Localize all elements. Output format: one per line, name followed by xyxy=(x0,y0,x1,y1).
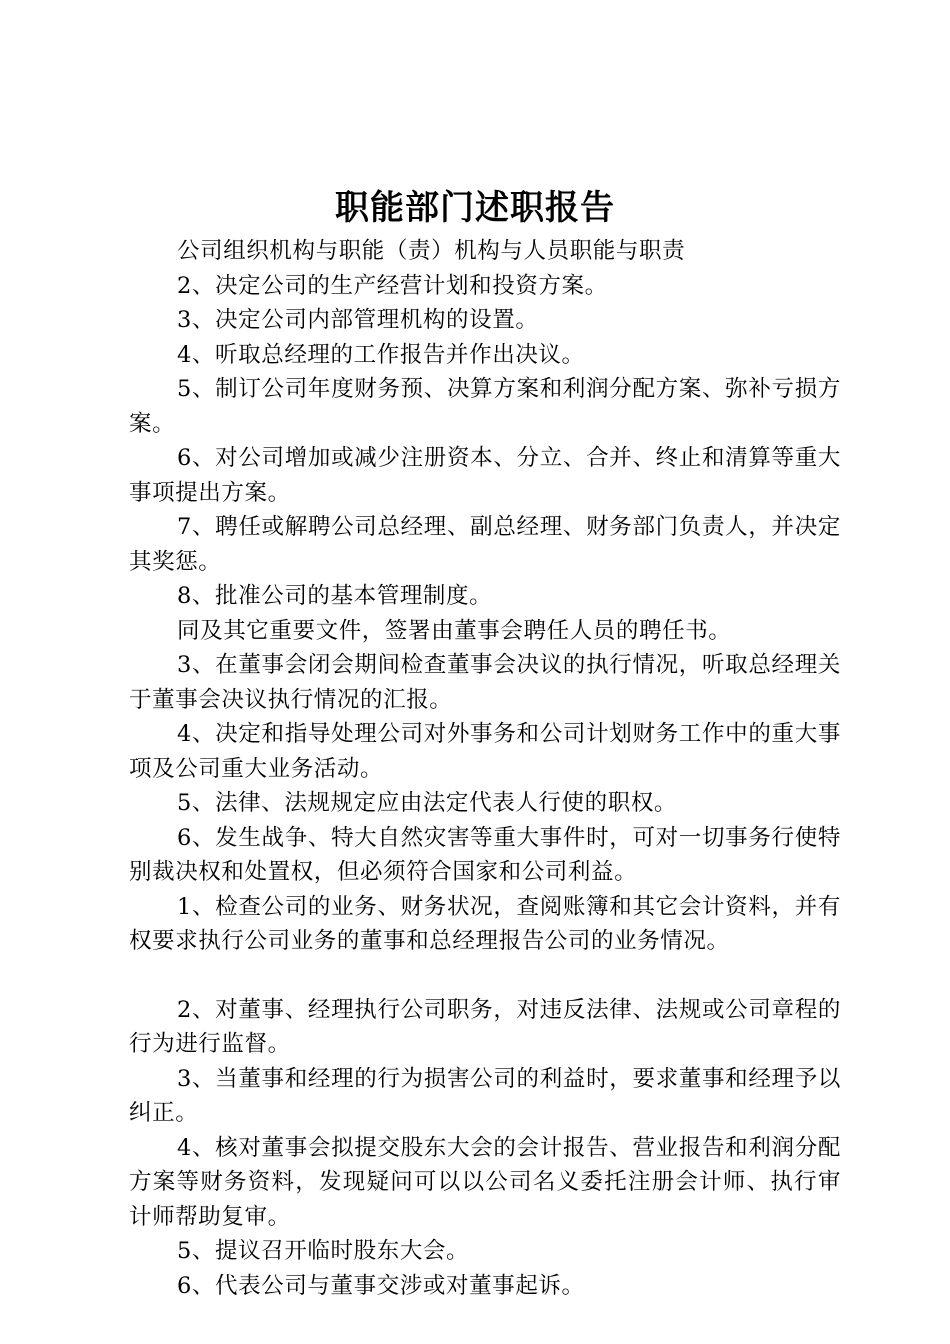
document-body xyxy=(129,234,841,1303)
paragraph: 6、发生战争、特大自然灾害等重大事件时，可对一切事务行使特别裁决权和处置权，但必须符合国家和公司利益。 xyxy=(129,824,841,885)
paragraph: 1、检查公司的业务、财务状况，查阅账簿和其它会计资料，并有权要求执行公司业务的董事和总经理报告公司的业务情况。 xyxy=(129,893,841,954)
paragraph: 3、在董事会闭会期间检查董事会决议的执行情况，听取总经理关于董事会决议执行情况的汇报。 xyxy=(129,652,841,713)
paragraph: 5、法律、法规规定应由法定代表人行使的职权。 xyxy=(177,790,678,816)
paragraph: 5、制订公司年度财务预、决算方案和利润分配方案、弥补亏损方案。 xyxy=(129,376,841,437)
paragraph: 4、决定和指导处理公司对外事务和公司计划财务工作中的重大事项及公司重大业务活动。 xyxy=(129,721,841,782)
paragraph: 8、批准公司的基本管理制度。 xyxy=(177,583,493,609)
paragraph: 6、对公司增加或减少注册资本、分立、合并、终止和清算等重大事项提出方案。 xyxy=(129,445,841,506)
paragraph: 2、决定公司的生产经营计划和投资方案。 xyxy=(177,272,608,299)
paragraph: 5、提议召开临时股东大会。 xyxy=(177,1238,470,1264)
paragraph: 公司组织机构与职能（责）机构与人员职能与职责 xyxy=(177,238,686,264)
paragraph: 7、聘任或解聘公司总经理、副总经理、财务部门负责人，并决定其奖惩。 xyxy=(129,514,841,575)
paragraph: 3、当董事和经理的行为损害公司的利益时，要求董事和经理予以纠正。 xyxy=(129,1065,841,1126)
paragraph: 4、核对董事会拟提交股东大会的会计报告、营业报告和利润分配方案等财务资料，发现疑问可以以公司名义委托注册会计师、执行审计师帮助复审。 xyxy=(129,1134,841,1230)
paragraph: 4、听取总经理的工作报告并作出决议。 xyxy=(177,341,585,368)
paragraph: 6、代表公司与董事交涉或对董事起诉。 xyxy=(177,1272,585,1299)
paragraph: 同及其它重要文件，签署由董事会聘任人员的聘任书。 xyxy=(177,617,732,644)
paragraph: 3、决定公司内部管理机构的设置。 xyxy=(177,307,539,333)
document-title: 职能部门述职报告 xyxy=(335,188,615,228)
paragraph: 2、对董事、经理执行公司职务，对违反法律、法规或公司章程的行为进行监督。 xyxy=(129,996,841,1057)
paragraph-gap xyxy=(129,959,841,993)
